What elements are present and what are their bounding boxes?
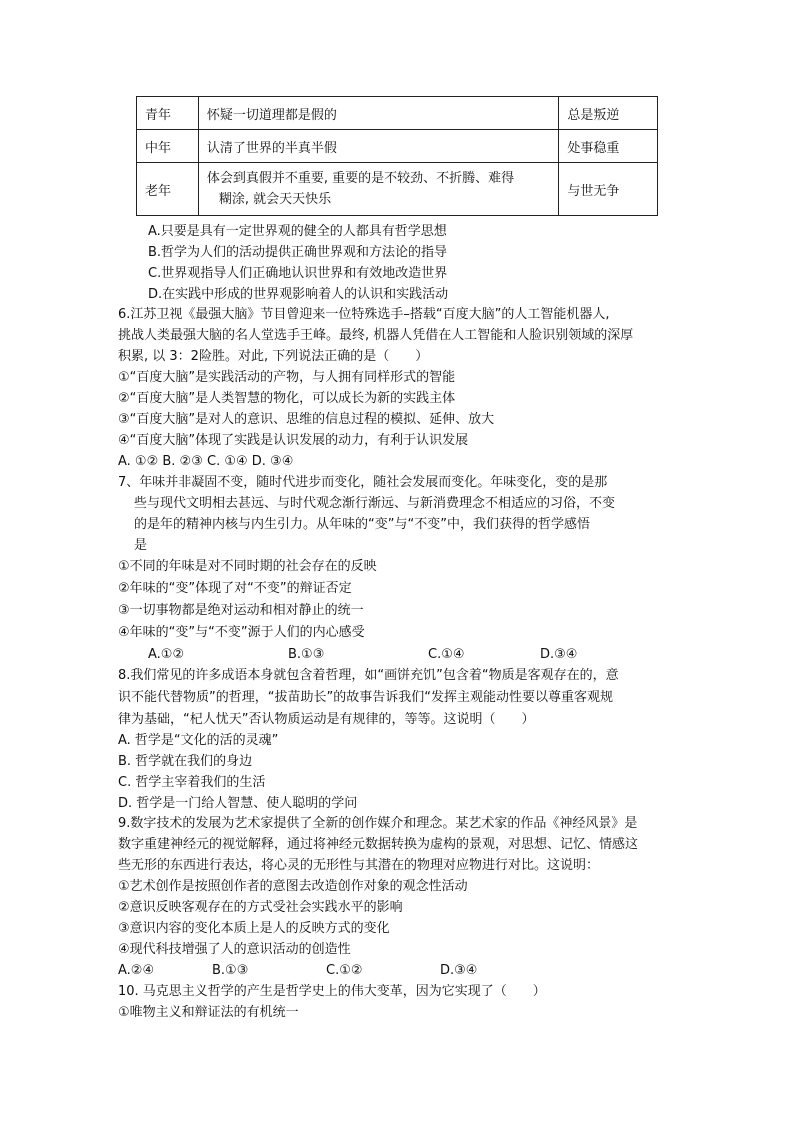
q6-stem-line: 6.江苏卫视《最强大脑》节目曾迎来一位特殊选手–搭载“百度大脑”的人工智能机器人,	[118, 307, 610, 322]
q7-stem-line: 些与现代文明相去甚远、与时代观念渐行渐远、与新消费理念不相适应的习俗，不变	[134, 496, 616, 511]
q9-choice-a: A.②④	[118, 963, 155, 978]
q6-item: ①“百度大脑”是实践活动的产物，与人拥有同样形式的智能	[118, 370, 456, 385]
q9-choice-b: B.①③	[212, 963, 249, 978]
life-stage-table	[136, 96, 658, 216]
q7-choice-a: A.①②	[148, 647, 185, 662]
q8-stem-line: 8.我们常见的许多成语本身就包含着哲理，如“画饼充饥”包含着“物质是客观存在的，意	[118, 668, 619, 683]
q7-stem-line: 是	[134, 538, 148, 553]
q9-stem-line: 9.数字技术的发展为艺术家提供了全新的创作媒介和理念。某艺术家的作品《神经风景》是	[118, 816, 638, 831]
q6-stem-line: 挑战人类最强大脑的名人堂选手王峰。最终, 机器人凭借在人工智能和人脸识别领域的深厚	[118, 328, 634, 343]
q7-stem-line: 的是年的精神内核与内生引力。从年味的“变”与“不变”中，我们获得的哲学感悟	[134, 517, 590, 532]
table-cell-view	[198, 163, 558, 216]
q7-item: ④年味的“变”与“不变”源于人们的内心感受	[118, 625, 365, 640]
q6-item: ②“百度大脑”是人类智慧的物化，可以成长为新的实践主体	[118, 391, 456, 406]
q9-item: ④现代科技增强了人的意识活动的创造性	[118, 942, 351, 957]
q7-stem-line: 7、年味并非凝固不变，随时代进步而变化，随社会发展而变化。年味变化，变的是那	[118, 475, 608, 490]
q6-item: ③“百度大脑”是对人的意识、思维的信息过程的模拟、延伸、放大	[118, 412, 495, 427]
q9-stem-line: 数字重建神经元的视觉解释，通过将神经元数据转换为虚构的景观，对思想、记忆、情感这	[118, 837, 639, 852]
table-cell-view-line: 体会到真假并不重要, 重要的是不较劲、不折腾、难得	[206, 171, 515, 186]
table-cell-age: 中年	[137, 130, 199, 163]
q6-stem-line: 积累, 以 3：2险胜。对此, 下列说法正确的是（ ）	[118, 349, 429, 364]
table-cell-result: 处事稳重	[559, 130, 658, 163]
table-cell-result: 总是叛逆	[559, 97, 658, 130]
q6-item: ④“百度大脑”体现了实践是认识发展的动力，有利于认识发展	[118, 433, 469, 448]
table-cell-age: 青年	[137, 97, 199, 130]
table-cell-view-line: 糊涂, 就会天天快乐	[218, 192, 332, 207]
q8-option-c: C. 哲学主宰着我们的生活	[118, 775, 266, 790]
table-row	[137, 163, 658, 216]
q8-stem-line: 律为基础，“杞人忧天”否认物质运动是有规律的，等等。这说明（ ）	[118, 712, 535, 727]
q5-option-c: C.世界观指导人们正确地认识世界和有效地改造世界	[148, 266, 448, 281]
q6-answer-choices: A. ①② B. ②③ C. ①④ D. ③④	[118, 454, 294, 469]
q7-choice-b: B.①③	[288, 647, 325, 662]
q9-item: ①艺术创作是按照创作者的意图去改造创作对象的观念性活动	[118, 879, 468, 894]
table-row	[137, 130, 658, 163]
q8-option-b: B. 哲学就在我们的身边	[118, 754, 253, 769]
table-row	[137, 97, 658, 130]
q7-item: ③一切事物都是绝对运动和相对静止的统一	[118, 603, 364, 618]
q5-option-b: B.哲学为人们的活动提供正确世界观和方法论的指导	[148, 245, 448, 260]
q9-stem-line: 些无形的东西进行表达，将心灵的无形性与其潜在的物理对应物进行对比。这说明：	[118, 858, 600, 873]
q8-option-a: A. 哲学是“文化的活的灵魂”	[118, 733, 279, 748]
table-cell-view: 怀疑一切道理都是假的	[198, 97, 558, 130]
q5-option-d: D.在实践中形成的世界观影响着人的认识和实践活动	[148, 287, 449, 302]
q8-option-d: D. 哲学是一门给人智慧、使人聪明的学问	[118, 796, 358, 811]
q9-item: ③意识内容的变化本质上是人的反映方式的变化	[118, 921, 390, 936]
q7-choice-d: D.③④	[540, 647, 578, 662]
q10-item: ①唯物主义和辩证法的有机统一	[118, 1005, 299, 1020]
q7-choice-c: C.①④	[428, 647, 465, 662]
q9-choice-d: D.③④	[440, 963, 478, 978]
table-cell-result: 与世无争	[559, 163, 658, 216]
q9-choice-c: C.①②	[326, 963, 363, 978]
table-cell-age: 老年	[137, 163, 199, 216]
table-cell-view: 认清了世界的半真半假	[198, 130, 558, 163]
q5-option-a: A.只要是具有一定世界观的健全的人都具有哲学思想	[148, 224, 447, 239]
q8-stem-line: 识不能代替物质”的哲理，“拔苗助长”的故事告诉我们“发挥主观能动性要以尊重客观规	[118, 690, 613, 705]
q9-item: ②意识反映客观存在的方式受社会实践水平的影响	[118, 900, 403, 915]
q7-item: ①不同的年味是对不同时期的社会存在的反映	[118, 559, 377, 574]
q7-item: ②年味的“变”体现了对“不变”的辩证否定	[118, 581, 352, 596]
q10-stem: 10. 马克思主义哲学的产生是哲学史上的伟大变革，因为它实现了（ ）	[118, 984, 546, 999]
